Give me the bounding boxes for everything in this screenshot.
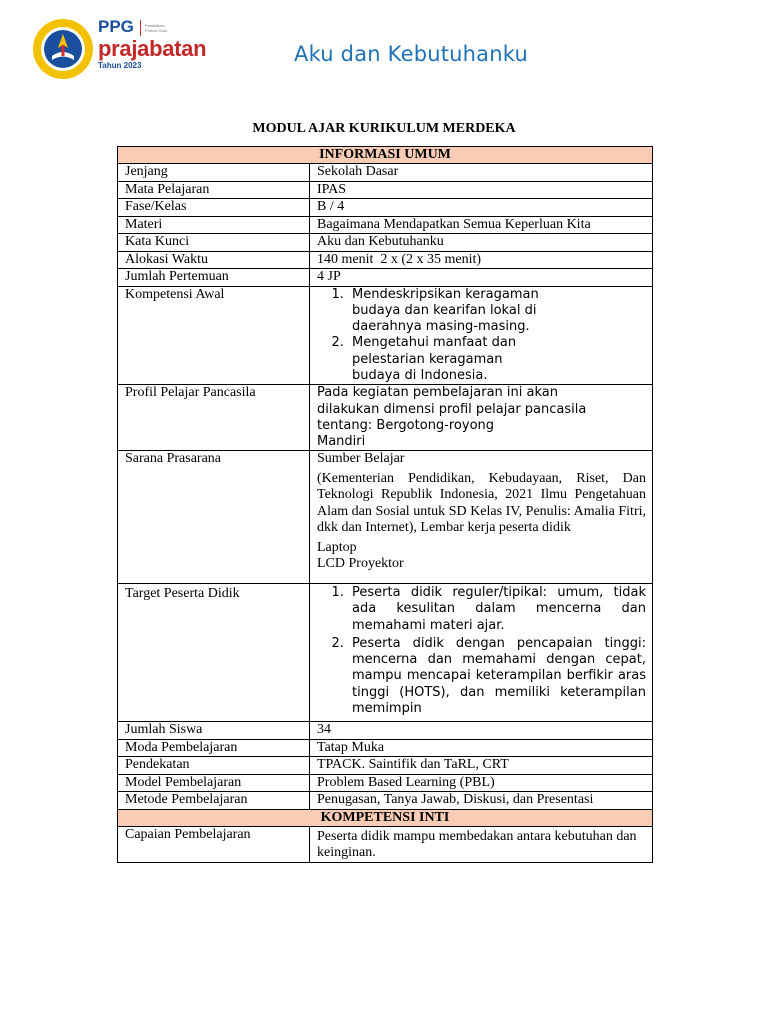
row-label: Model Pembelajaran bbox=[118, 774, 310, 792]
section-header-row bbox=[118, 809, 653, 826]
table-row bbox=[118, 216, 653, 234]
table-row bbox=[118, 234, 653, 252]
row-value: Sekolah Dasar bbox=[310, 164, 653, 182]
row-label: Jumlah Pertemuan bbox=[118, 269, 310, 287]
table-row bbox=[118, 722, 653, 740]
document-heading: MODUL AJAR KURIKULUM MERDEKA bbox=[252, 121, 516, 136]
row-value bbox=[310, 385, 653, 451]
row-label: Alokasi Waktu bbox=[118, 251, 310, 269]
list-item: 2. Mengetahui manfaat dan pelestarian keragaman budaya di Indonesia. bbox=[348, 335, 554, 384]
row-value: TPACK. Saintifik dan TaRL, CRT bbox=[310, 757, 653, 775]
target-list bbox=[317, 585, 646, 717]
row-value bbox=[310, 583, 653, 721]
list-item: 2. Peserta didik dengan pencapaian tinggi: mencerna dan memahami dengan cepat, mampu mencapai keterampilan berfikir aras tinggi (HOTS), dan memiliki keterampilan memimpin bbox=[348, 636, 646, 717]
section-header-row bbox=[118, 147, 653, 164]
sarana-paragraph: (Kementerian Pendidikan, Kebudayaan, Riset, Dan Teknologi Republik Indonesia, 2021 Ilmu Pengetahuan Alam dan Sosial untuk SD Kelas IV, Penulis: Amalia Fitri, dkk dan Internet), Lembar kerja peserta didik bbox=[317, 470, 646, 536]
row-value: Aku dan Kebutuhanku bbox=[310, 234, 653, 252]
university-seal-icon bbox=[32, 18, 94, 80]
row-value: Penugasan, Tanya Jawab, Diskusi, dan Presentasi bbox=[310, 792, 653, 810]
row-value: Peserta didik mampu membedakan antara kebutuhan dan keinginan. bbox=[310, 826, 653, 862]
row-label: Kata Kunci bbox=[118, 234, 310, 252]
row-label: Profil Pelajar Pancasila bbox=[118, 385, 310, 451]
section-kompetensi-inti: KOMPETENSI INTI bbox=[118, 809, 653, 826]
row-value bbox=[310, 286, 653, 385]
row-label: Mata Pelajaran bbox=[118, 181, 310, 199]
logo-prajabatan: prajabatan bbox=[98, 36, 207, 61]
ppg-prajabatan-logo bbox=[32, 16, 232, 76]
table-row bbox=[118, 451, 653, 584]
profil-line: Pada kegiatan pembelajaran ini akan bbox=[317, 385, 558, 401]
row-label: Moda Pembelajaran bbox=[118, 739, 310, 757]
row-label: Jumlah Siswa bbox=[118, 722, 310, 740]
logo-text bbox=[98, 18, 206, 71]
row-label: Capaian Pembelajaran bbox=[118, 826, 310, 862]
table-row bbox=[118, 583, 653, 721]
row-label: Target Peserta Didik bbox=[118, 583, 310, 721]
table-row bbox=[118, 251, 653, 269]
row-value: Problem Based Learning (PBL) bbox=[310, 774, 653, 792]
table-row bbox=[118, 286, 653, 385]
profil-line: tentang: Bergotong-royong bbox=[317, 417, 495, 433]
table-row bbox=[118, 826, 653, 862]
row-value bbox=[310, 451, 653, 584]
logo-year: Tahun 2023 bbox=[98, 61, 142, 70]
row-value: 140 menit 2 x (2 x 35 menit) bbox=[310, 251, 653, 269]
logo-ppg-subtitle: Pendidikan Profesi Guru bbox=[144, 23, 168, 34]
row-value: B / 4 bbox=[310, 199, 653, 217]
kompetensi-awal-list bbox=[317, 287, 554, 385]
row-value: 34 bbox=[310, 722, 653, 740]
logo-ppg: PPG bbox=[98, 17, 134, 36]
row-value: Bagaimana Mendapatkan Semua Keperluan Kita bbox=[310, 216, 653, 234]
sarana-line: Laptop bbox=[317, 539, 357, 555]
list-item: 1. Mendeskripsikan keragaman budaya dan kearifan lokal di daerahnya masing-masing. bbox=[348, 287, 554, 336]
header-title: Aku dan Kebutuhanku bbox=[294, 42, 528, 66]
row-label: Sarana Prasarana bbox=[118, 451, 310, 584]
profil-line: dilakukan dimensi profil pelajar pancasila bbox=[317, 401, 587, 417]
sarana-line: Sumber Belajar bbox=[317, 451, 405, 467]
table-row bbox=[118, 774, 653, 792]
table-row bbox=[118, 199, 653, 217]
table-row bbox=[118, 181, 653, 199]
row-label: Fase/Kelas bbox=[118, 199, 310, 217]
row-value: Tatap Muka bbox=[310, 739, 653, 757]
table-row bbox=[118, 792, 653, 810]
sarana-line: LCD Proyektor bbox=[317, 556, 404, 572]
row-value: 4 JP bbox=[310, 269, 653, 287]
table-row bbox=[118, 164, 653, 182]
module-info-table bbox=[117, 146, 653, 863]
list-item: 1. Peserta didik reguler/tipikal: umum, tidak ada kesulitan dalam mencerna dan memahami materi ajar. bbox=[348, 585, 646, 634]
row-value: IPAS bbox=[310, 181, 653, 199]
row-label: Kompetensi Awal bbox=[118, 286, 310, 385]
row-label: Materi bbox=[118, 216, 310, 234]
row-label: Jenjang bbox=[118, 164, 310, 182]
table-row bbox=[118, 757, 653, 775]
row-label: Metode Pembelajaran bbox=[118, 792, 310, 810]
table-row bbox=[118, 269, 653, 287]
profil-line: Mandiri bbox=[317, 434, 366, 450]
row-label: Pendekatan bbox=[118, 757, 310, 775]
table-row bbox=[118, 739, 653, 757]
table-row bbox=[118, 385, 653, 451]
section-informasi-umum: INFORMASI UMUM bbox=[118, 147, 653, 164]
